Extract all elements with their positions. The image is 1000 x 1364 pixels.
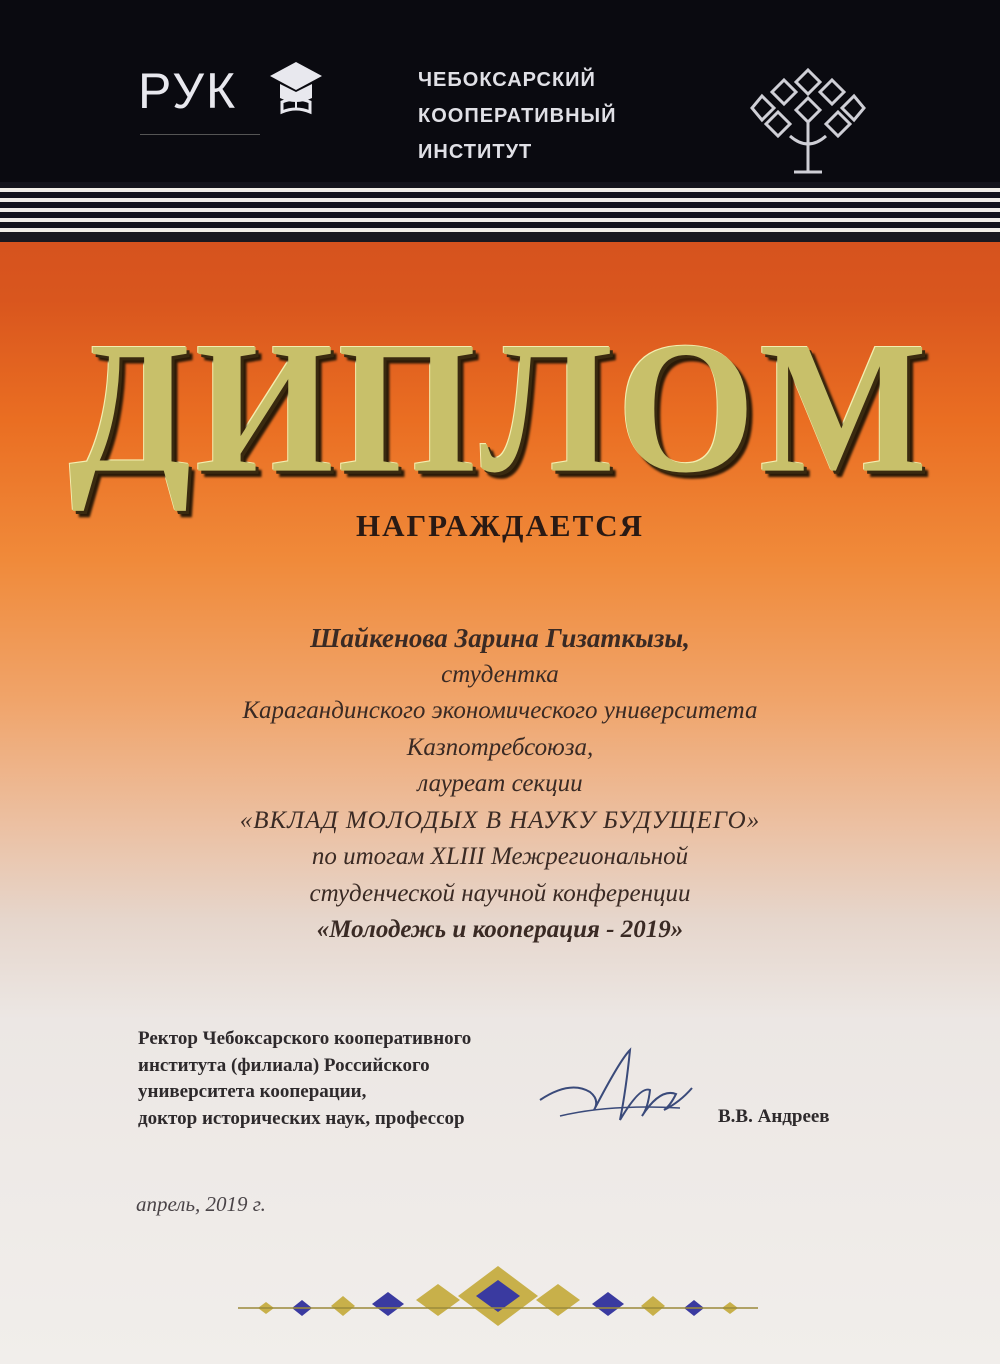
- rector-line-2: института (филиала) Российского: [138, 1054, 430, 1076]
- award-text: [0, 620, 1000, 949]
- ruk-tagline-line: [140, 134, 260, 153]
- award-line-4: лауреат секции: [417, 770, 583, 797]
- graduation-cap-icon: [268, 58, 324, 118]
- institute-name: [418, 62, 617, 170]
- institute-line-1: ЧЕБОКСАРСКИЙ: [418, 69, 596, 91]
- diploma-title: ДИПЛОМ: [68, 302, 932, 512]
- award-line-6: по итогам XLIII Межрегиональной: [311, 843, 689, 870]
- conference-name: «Молодежь и кооперация - 2019»: [316, 916, 684, 943]
- institute-line-2: КООПЕРАТИВНЫЙ: [418, 105, 617, 127]
- header-stripes: [0, 182, 1000, 242]
- signer-name: В.В. Андреев: [718, 1106, 830, 1127]
- issue-date: апрель, 2019 г.: [136, 1192, 266, 1216]
- recipient-name: Шайкенова Зарина Гизаткызы,: [310, 623, 690, 653]
- ruk-logo: РУК: [138, 63, 238, 119]
- handwritten-signature: [530, 1030, 700, 1140]
- rector-line-4: доктор исторических наук, профессор: [138, 1107, 465, 1129]
- header-band: [0, 0, 1000, 182]
- rector-line-1: Ректор Чебоксарского кооперативного: [138, 1028, 472, 1049]
- award-line-3: Казпотребсоюза,: [406, 733, 594, 761]
- rector-title: [138, 1026, 471, 1132]
- award-line-1: студентка: [441, 660, 559, 688]
- award-line-7: студенческой научной конференции: [309, 879, 691, 907]
- awarded-heading: НАГРАЖДАЕТСЯ: [355, 508, 645, 543]
- section-name: «ВКЛАД МОЛОДЫХ В НАУКУ БУДУЩЕГО»: [239, 806, 761, 834]
- award-line-2: Карагандинского экономического университета: [242, 697, 758, 724]
- rector-line-3: университета кооперации,: [138, 1081, 367, 1102]
- institute-line-3: ИНСТИТУТ: [418, 141, 533, 163]
- chuvash-tree-emblem-icon: [748, 60, 868, 178]
- ornament-border-icon: [238, 1266, 758, 1356]
